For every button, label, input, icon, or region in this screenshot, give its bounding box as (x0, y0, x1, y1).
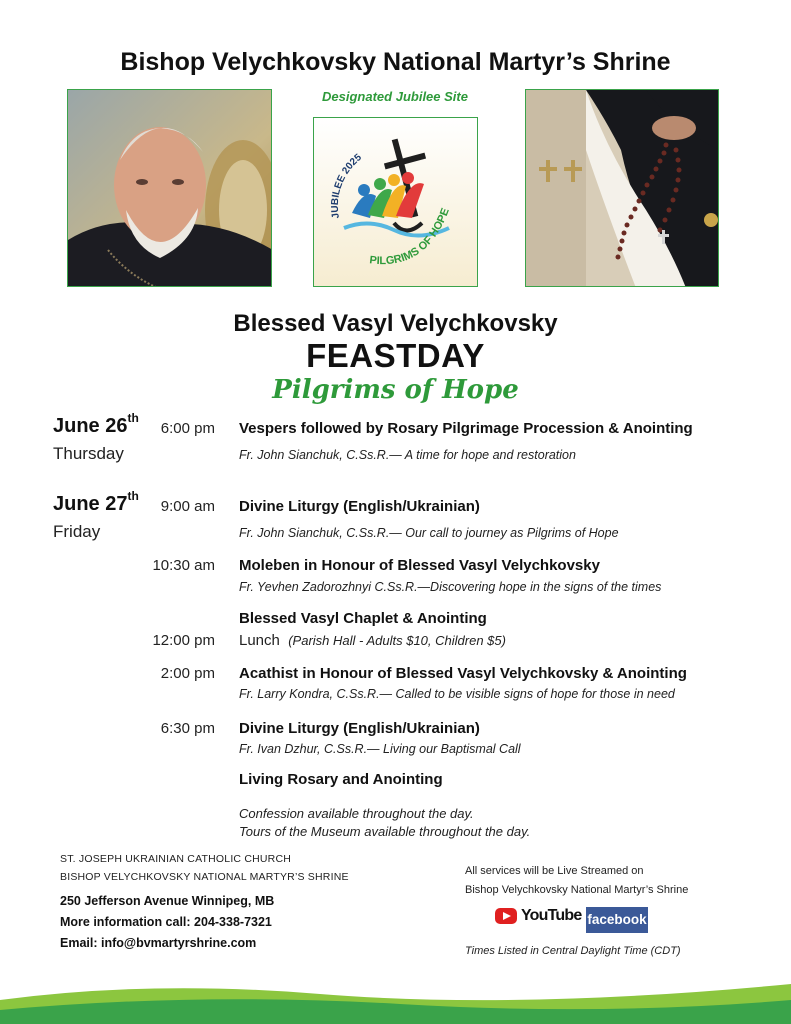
event-time: 2:00 pm (160, 665, 215, 682)
event-time: 9:00 am (160, 498, 215, 515)
shrine-name: BISHOP VELYCHKOVSKY NATIONAL MARTYR’S SHRINE (60, 871, 349, 883)
portrait-image (68, 90, 272, 287)
email: Email: info@bvmartyrshrine.com (60, 936, 257, 950)
rosary-photo (525, 89, 719, 287)
event-time: 6:00 pm (160, 420, 215, 437)
event-time: 12:00 pm (152, 632, 215, 649)
theme-heading: Pilgrims of Hope (272, 375, 519, 405)
event-time: 10:30 am (152, 557, 215, 574)
event-subtitle: Fr. Ivan Dzhur, C.Ss.R.— Living our Baptismal Call (239, 742, 521, 756)
youtube-logo[interactable] (495, 907, 581, 925)
event-subtitle: Fr. John Sianchuk, C.Ss.R.— A time for hope and restoration (239, 448, 576, 462)
facebook-logo[interactable]: facebook (586, 907, 648, 933)
green-wave-decoration (0, 970, 791, 1024)
youtube-play-icon (495, 908, 517, 924)
logo-year-text: JUBILEE 2025 (329, 152, 364, 220)
date-june-26: June 26th (53, 411, 139, 437)
livestream-note: All services will be Live Streamed on (465, 865, 644, 877)
event-subtitle: Fr. Yevhen Zadorozhnyi C.Ss.R.—Discovering hope in the signs of the times (239, 580, 662, 594)
event-title: Moleben in Honour of Blessed Vasyl Velychkovsky (239, 557, 600, 574)
youtube-label: YouTube (521, 907, 582, 924)
timezone-note: Times Listed in Central Daylight Time (CDT) (465, 945, 681, 957)
phone: More information call: 204-338-7321 (60, 915, 272, 929)
address: 250 Jefferson Avenue Winnipeg, MB (60, 894, 275, 908)
event-title: Divine Liturgy (English/Ukrainian) (239, 498, 480, 515)
livestream-channel: Bishop Velychkovsky National Martyr’s Shrine (465, 884, 689, 896)
lunch-line: Lunch (Parish Hall - Adults $10, Children $5) (239, 632, 506, 649)
weekday-thursday: Thursday (53, 444, 124, 463)
event-subtitle: Fr. Larry Kondra, C.Ss.R.— Called to be visible signs of hope for those in need (239, 687, 675, 701)
note-museum-tours: Tours of the Museum available throughout the day. (239, 824, 531, 839)
portrait-photo (67, 89, 272, 287)
event-subtitle: Fr. John Sianchuk, C.Ss.R.— Our call to journey as Pilgrims of Hope (239, 526, 619, 540)
jubilee-logo (313, 117, 478, 287)
event-name: Blessed Vasyl Velychkovsky (233, 310, 558, 337)
note-confession: Confession available throughout the day. (239, 806, 474, 821)
event-title: Vespers followed by Rosary Pilgrimage Procession & Anointing (239, 420, 693, 437)
event-title: Divine Liturgy (English/Ukrainian) (239, 720, 480, 737)
logo-motto-text: PILGRIMS OF HOPE (368, 206, 452, 268)
event-title: Living Rosary and Anointing (239, 771, 443, 788)
church-name: ST. JOSEPH UKRAINIAN CATHOLIC CHURCH (60, 853, 292, 865)
shrine-title: Bishop Velychkovsky National Martyr’s Shrine (120, 48, 671, 76)
rosary-image (526, 90, 719, 287)
feastday-heading: FEASTDAY (306, 337, 485, 374)
weekday-friday: Friday (53, 522, 101, 541)
date-june-27: June 27th (53, 489, 139, 515)
jubilee-logo-graphic (314, 118, 478, 287)
event-title: Acathist in Honour of Blessed Vasyl Velychkovsky & Anointing (239, 665, 687, 682)
event-title: Blessed Vasyl Chaplet & Anointing (239, 610, 487, 627)
event-time: 6:30 pm (160, 720, 215, 737)
jubilee-tag: Designated Jubilee Site (322, 89, 468, 104)
